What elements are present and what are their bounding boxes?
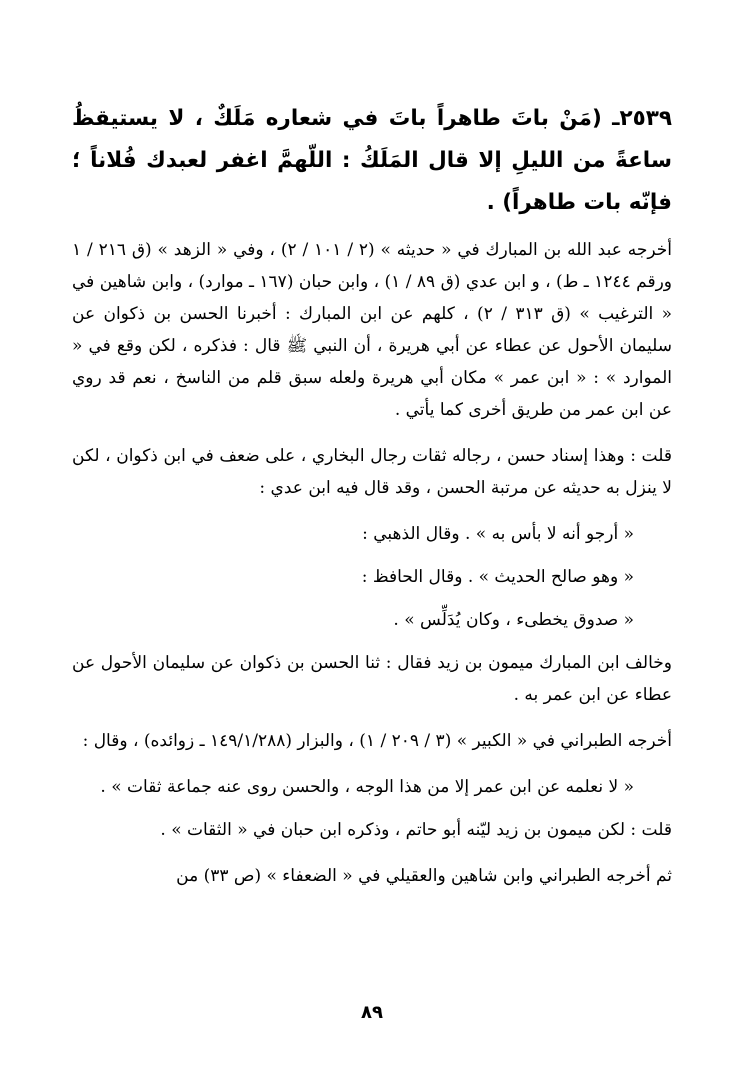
quote-hafiz: « صدوق يخطىء ، وكان يُدَلِّس » . [393,610,634,630]
takhrij-paragraph: أخرجه عبد الله بن المبارك في « حديثه » (٢ / ١٠١ / ٢) ، وفي « الزهد » (ق ٢١٦ / ١ ورقم ١٢٤٤ ـ ط) ، و ابن عدي (ق ٨٩ / ١) ، وابن حبان (١٦٧ ـ موارد) ، وابن شاهين في « الترغيب » (ق ٣١٣ / ٢) ، كلهم عن ابن المبارك : أخبرنا الحسن بن ذكوان عن سليمان الأحول عن عطاء عن أبي هريرة ، أن النبي ﷺ قال : فذكره ، لكن وقع في « الموارد » : « ابن عمر » مكان أبي هريرة ولعله سبق قلم من الناسخ ، نعم قد روي عن ابن عمر من طريق أخرى كما يأتي . [72,240,672,420]
hadith-text: ٢٥٣٩ـ (مَنْ باتَ طاهراً باتَ في شعاره مَلَكٌ ، لا يستيقظُ ساعةً من الليلِ إلا قال المَلَكُ : اللّهمَّ اغفر لعبدك فُلاناً ؛ فإنّه بات طاهراً) . [72,106,672,215]
page-number: ٨٩ [361,1002,383,1023]
final-paragraph: ثم أخرجه الطبراني وابن شاهين والعقيلي في « الضعفاء » (ص ٣٣) من [176,866,672,886]
quote-bazzar: « لا نعلمه عن ابن عمر إلا من هذا الوجه ، والحسن روى عنه جماعة ثقات » . [100,777,634,797]
contradiction-paragraph: وخالف ابن المبارك ميمون بن زيد فقال : ثنا الحسن بن ذكوان عن سليمان الأحول عن عطاء عن ابن عمر به . [72,653,672,705]
quote-ibn-adi: « أرجو أنه لا بأس به » . وقال الذهبي : [362,524,634,544]
tabarani-paragraph: أخرجه الطبراني في « الكبير » (٣ / ٢٠٩ / ١) ، والبزار (١٤٩/١/٢٨٨ ـ زوائده) ، وقال : [82,731,672,751]
page-body [72,98,672,906]
quote-dhahabi: « وهو صالح الحديث » . وقال الحافظ : [361,567,634,587]
maymun-paragraph: قلت : لكن ميمون بن زيد ليّنه أبو حاتم ، وذكره ابن حبان في « الثقات » . [160,820,672,840]
grading-paragraph: قلت : وهذا إسناد حسن ، رجاله ثقات رجال البخاري ، على ضعف في ابن ذكوان ، لكن لا ينزل به حديثه عن مرتبة الحسن ، وقد قال فيه ابن عدي : [72,446,672,498]
